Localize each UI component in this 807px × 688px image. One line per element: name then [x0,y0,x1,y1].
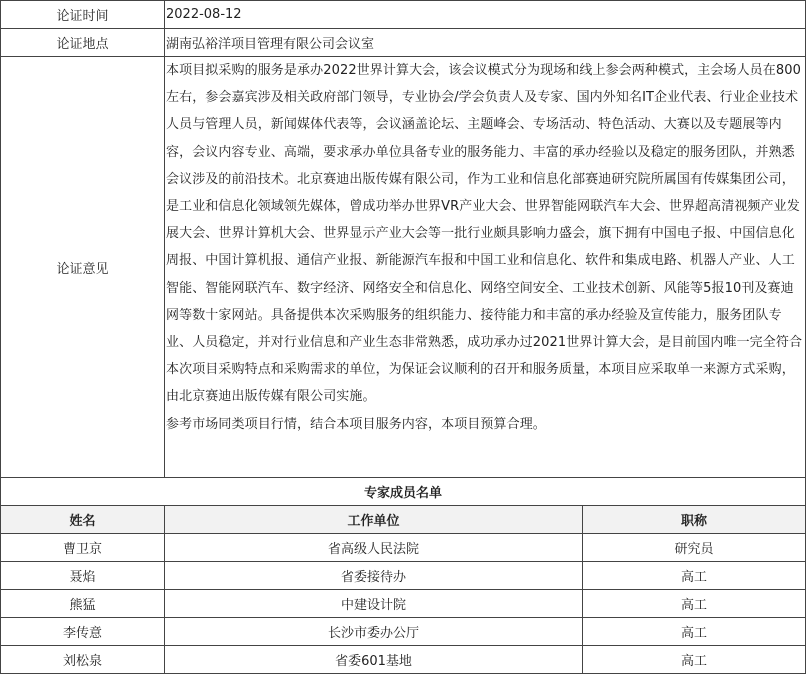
experts-header-row [1,506,806,534]
table-row [1,618,806,646]
expert-unit: 中建设计院 [165,590,583,618]
expert-name: 曹卫京 [1,534,165,562]
expert-title: 高工 [583,590,806,618]
opinion-label: 论证意见 [1,57,165,478]
experts-section-row [1,478,806,506]
opinion-row [1,57,806,478]
table-row [1,534,806,562]
expert-unit: 省委601基地 [165,646,583,674]
date-label: 论证时间 [1,1,165,29]
opinion-content [165,57,806,478]
opinion-paragraph-1: 本项目拟采购的服务是承办2022世界计算大会，该会议模式分为现场和线上参会两种模式，主会场人员在800左右，参会嘉宾涉及相关政府部门领导，专业协会/学会负责人及专家、国内外知名IT企业代表、行业企业技术人员与管理人员，新闻媒体代表等，会议涵盖论坛、主题峰会、专场活动、特色活动、大赛以及专题展等内容，会议内容专业、高端，要求承办单位具备专业的服务能力、丰富的承办经验以及稳定的服务团队，并熟悉会议涉及的前沿技术。北京赛迪出版传媒有限公司，作为工业和信息化部赛迪研究院所属国有传媒集团公司，是工业和信息化领域领先媒体，曾成功举办世界VR产业大会、世界智能网联汽车大会、世界超高清视频产业发展大会、世界计算机大会、世界显示产业大会等一批行业颇具影响力盛会，旗下拥有中国电子报、中国信息化周报、中国计算机报、通信产业报、新能源汽车报和中国工业和信息化、软件和集成电路、机器人产业、人工智能、智能网联汽车、数字经济、网络安全和信息化、网络空间安全、工业技术创新、风能等5报10刊及赛迪网等数十家网站。具备提供本次采购服务的组织能力、接待能力和丰富的承办经验及宣传能力，服务团队专业、人员稳定，并对行业信息和产业生态非常熟悉，成功承办过2021世界计算大会，是目前国内唯一完全符合本次项目采购特点和采购需求的单位，为保证会议顺利的召开和服务质量，本项目应采取单一来源方式采购，由北京赛迪出版传媒有限公司实施。 [166,63,803,405]
opinion-paragraph-2: 参考市场同类项目行情，结合本项目服务内容，本项目预算合理。 [166,416,546,432]
header-unit: 工作单位 [165,506,583,534]
location-label: 论证地点 [1,29,165,57]
expert-name: 聂焰 [1,562,165,590]
expert-title: 高工 [583,562,806,590]
header-title: 职称 [583,506,806,534]
experts-section-title: 专家成员名单 [1,478,806,506]
date-value: 2022-08-12 [165,1,806,29]
expert-unit: 长沙市委办公厅 [165,618,583,646]
expert-unit: 省委接待办 [165,562,583,590]
expert-unit: 省高级人民法院 [165,534,583,562]
table-row [1,590,806,618]
table-row [1,646,806,674]
expert-name: 刘松泉 [1,646,165,674]
location-value: 湖南弘裕洋项目管理有限公司会议室 [165,29,806,57]
location-row [1,29,806,57]
expert-title: 高工 [583,646,806,674]
expert-name: 李传意 [1,618,165,646]
expert-title: 研究员 [583,534,806,562]
table-row [1,562,806,590]
expert-title: 高工 [583,618,806,646]
expert-name: 熊猛 [1,590,165,618]
header-name: 姓名 [1,506,165,534]
date-row [1,1,806,29]
